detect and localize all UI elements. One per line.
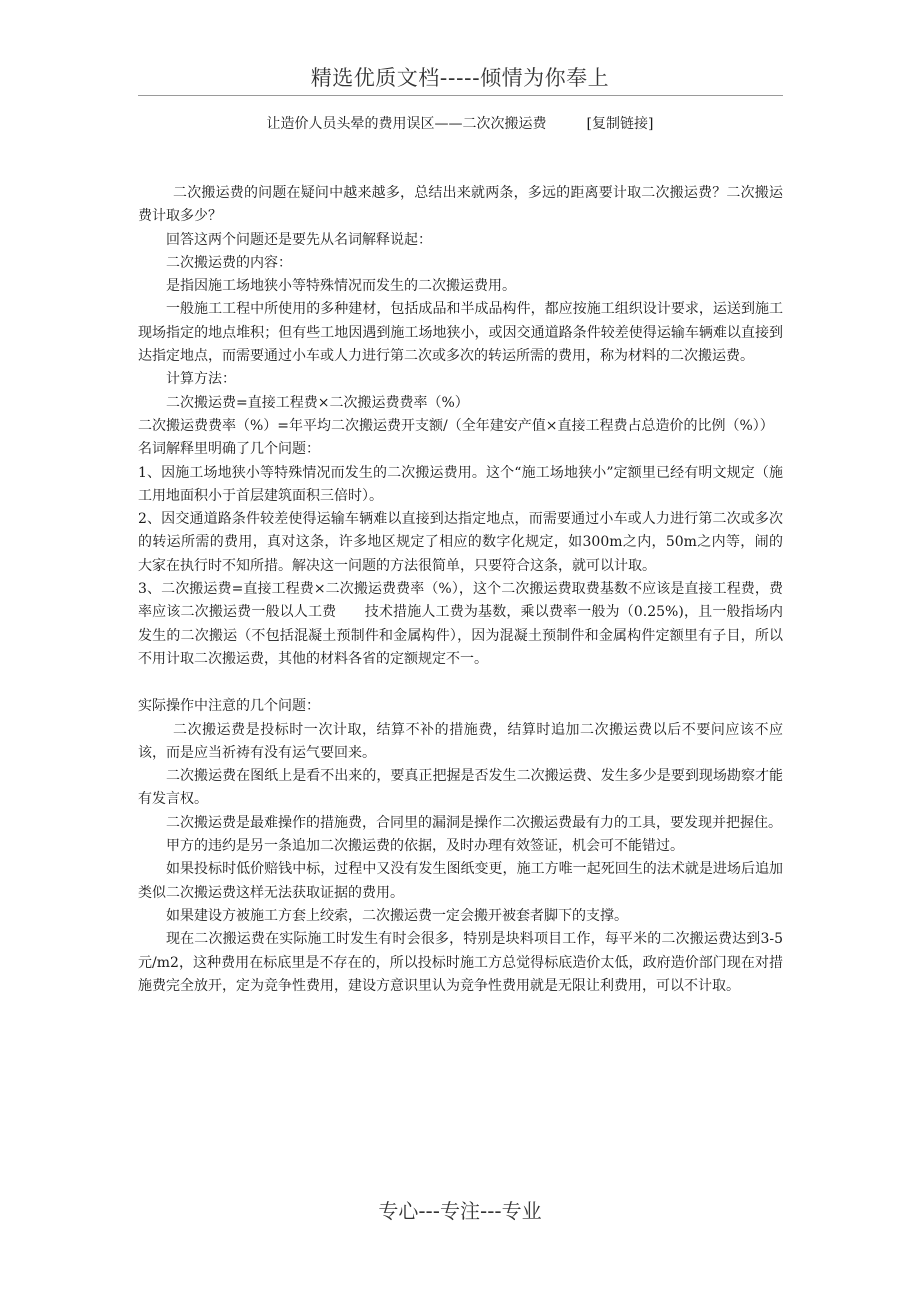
page-header: 精选优质文档-----倾情为你奉上: [310, 66, 610, 90]
paragraph: 回答这两个问题还是要先从名词解释说起：: [166, 231, 432, 248]
paragraph: 如果建设方被施工方套上绞索，二次搬运费一定会搬开被套者脚下的支撑。: [166, 907, 628, 924]
paragraph: 一般施工工程中所使用的多种建材，包括成品和半成品构件，都应按施工组织设计要求，运送到施工现场指定的地点堆积；但有些工地因遇到施工场地狭小，或因交通道路条件较差使得运输车辆难以直接到达指定地点，而需要通过小车或人力进行第二次或多次的转运所需的费用，称为材料的二次搬运费。: [138, 301, 783, 365]
paragraph: 二次搬运费的问题在疑问中越来越多，总结出来就两条，多远的距离要计取二次搬运费？二次搬运费计取多少？: [138, 185, 783, 225]
paragraph: 二次搬运费是最难操作的措施费，合同里的漏洞是操作二次搬运费最有力的工具，要发现并把握住。: [166, 814, 782, 831]
paragraph: 二次搬运费在图纸上是看不出来的，要真正把握是否发生二次搬运费、发生多少是要到现场勘察才能有发言权。: [138, 768, 783, 808]
header-divider: [138, 95, 783, 96]
list-item: 2、因交通道路条件较差使得运输车辆难以直接到达指定地点，而需要通过小车或人力进行第二次或多次的转运所需的费用，真对这条，许多地区规定了相应的数字化规定，如300m之内，50m之内等，闹的大家在执行时不知所措。解决这一问题的方法很简单，只要符合这条，就可以计取。: [138, 511, 783, 574]
paragraph: 名词解释里明确了几个问题：: [138, 441, 320, 458]
copy-link[interactable]: [复制链接]: [586, 116, 654, 132]
section-heading: 实际操作中注意的几个问题：: [138, 698, 320, 715]
paragraph: 如果投标时低价赔钱中标，过程中又没有发生图纸变更，施工方唯一起死回生的法术就是进场后追加类似二次搬运费这样无法获取证据的费用。: [138, 861, 783, 901]
formula: 二次搬运费费率（%）=年平均二次搬运费开支额/（全年建安产值×直接工程费占总造价的比例（%））: [138, 417, 774, 434]
paragraph: 甲方的违约是另一条追加二次搬运费的依据，及时办理有效签证，机会可不能错过。: [166, 838, 684, 855]
article-body: [138, 182, 783, 998]
article-title: 让造价人员头晕的费用误区——二次次搬运费: [266, 116, 547, 132]
formula: 二次搬运费=直接工程费×二次搬运费费率（%）: [166, 394, 469, 411]
paragraph: 二次搬运费是投标时一次计取，结算不补的措施费，结算时追加二次搬运费以后不要问应该不应该，而是应当祈祷有没有运气要回来。: [138, 721, 783, 761]
list-item: 1、因施工场地狭小等特殊情况而发生的二次搬运费用。这个“施工场地狭小”定额里已经有明文规定（施工用地面积小于首层建筑面积三倍时）。: [138, 464, 783, 504]
paragraph: 是指因施工场地狭小等特殊情况而发生的二次搬运费用。: [166, 278, 516, 295]
paragraph: 二次搬运费的内容：: [166, 254, 292, 271]
paragraph: 计算方法：: [166, 371, 236, 388]
page-footer: 专心---专注---专业: [378, 1199, 542, 1223]
article-title-row: [0, 113, 920, 133]
list-item: 3、二次搬运费=直接工程费×二次搬运费费率（%），这个二次搬运费取费基数不应该是直接工程费，费率应该二次搬运费一般以人工费 技术措施人工费为基数，乘以费率一般为（0.25%)，且一般指场内发生的二次搬运（不包括混凝土预制件和金属构件），因为混凝土预制件和金属构件定额里有子目，所以不用计取二次搬运费，其他的材料各省的定额规定不一。: [138, 581, 783, 667]
paragraph: 现在二次搬运费在实际施工时发生有时会很多，特别是块料项目工作，每平米的二次搬运费达到3-5元/m2，这种费用在标底里是不存在的，所以投标时施工方总觉得标底造价太低，政府造价部门现在对措施费完全放开，定为竞争性费用，建设方意识里认为竞争性费用就是无限让利费用，可以不计取。: [138, 931, 783, 994]
